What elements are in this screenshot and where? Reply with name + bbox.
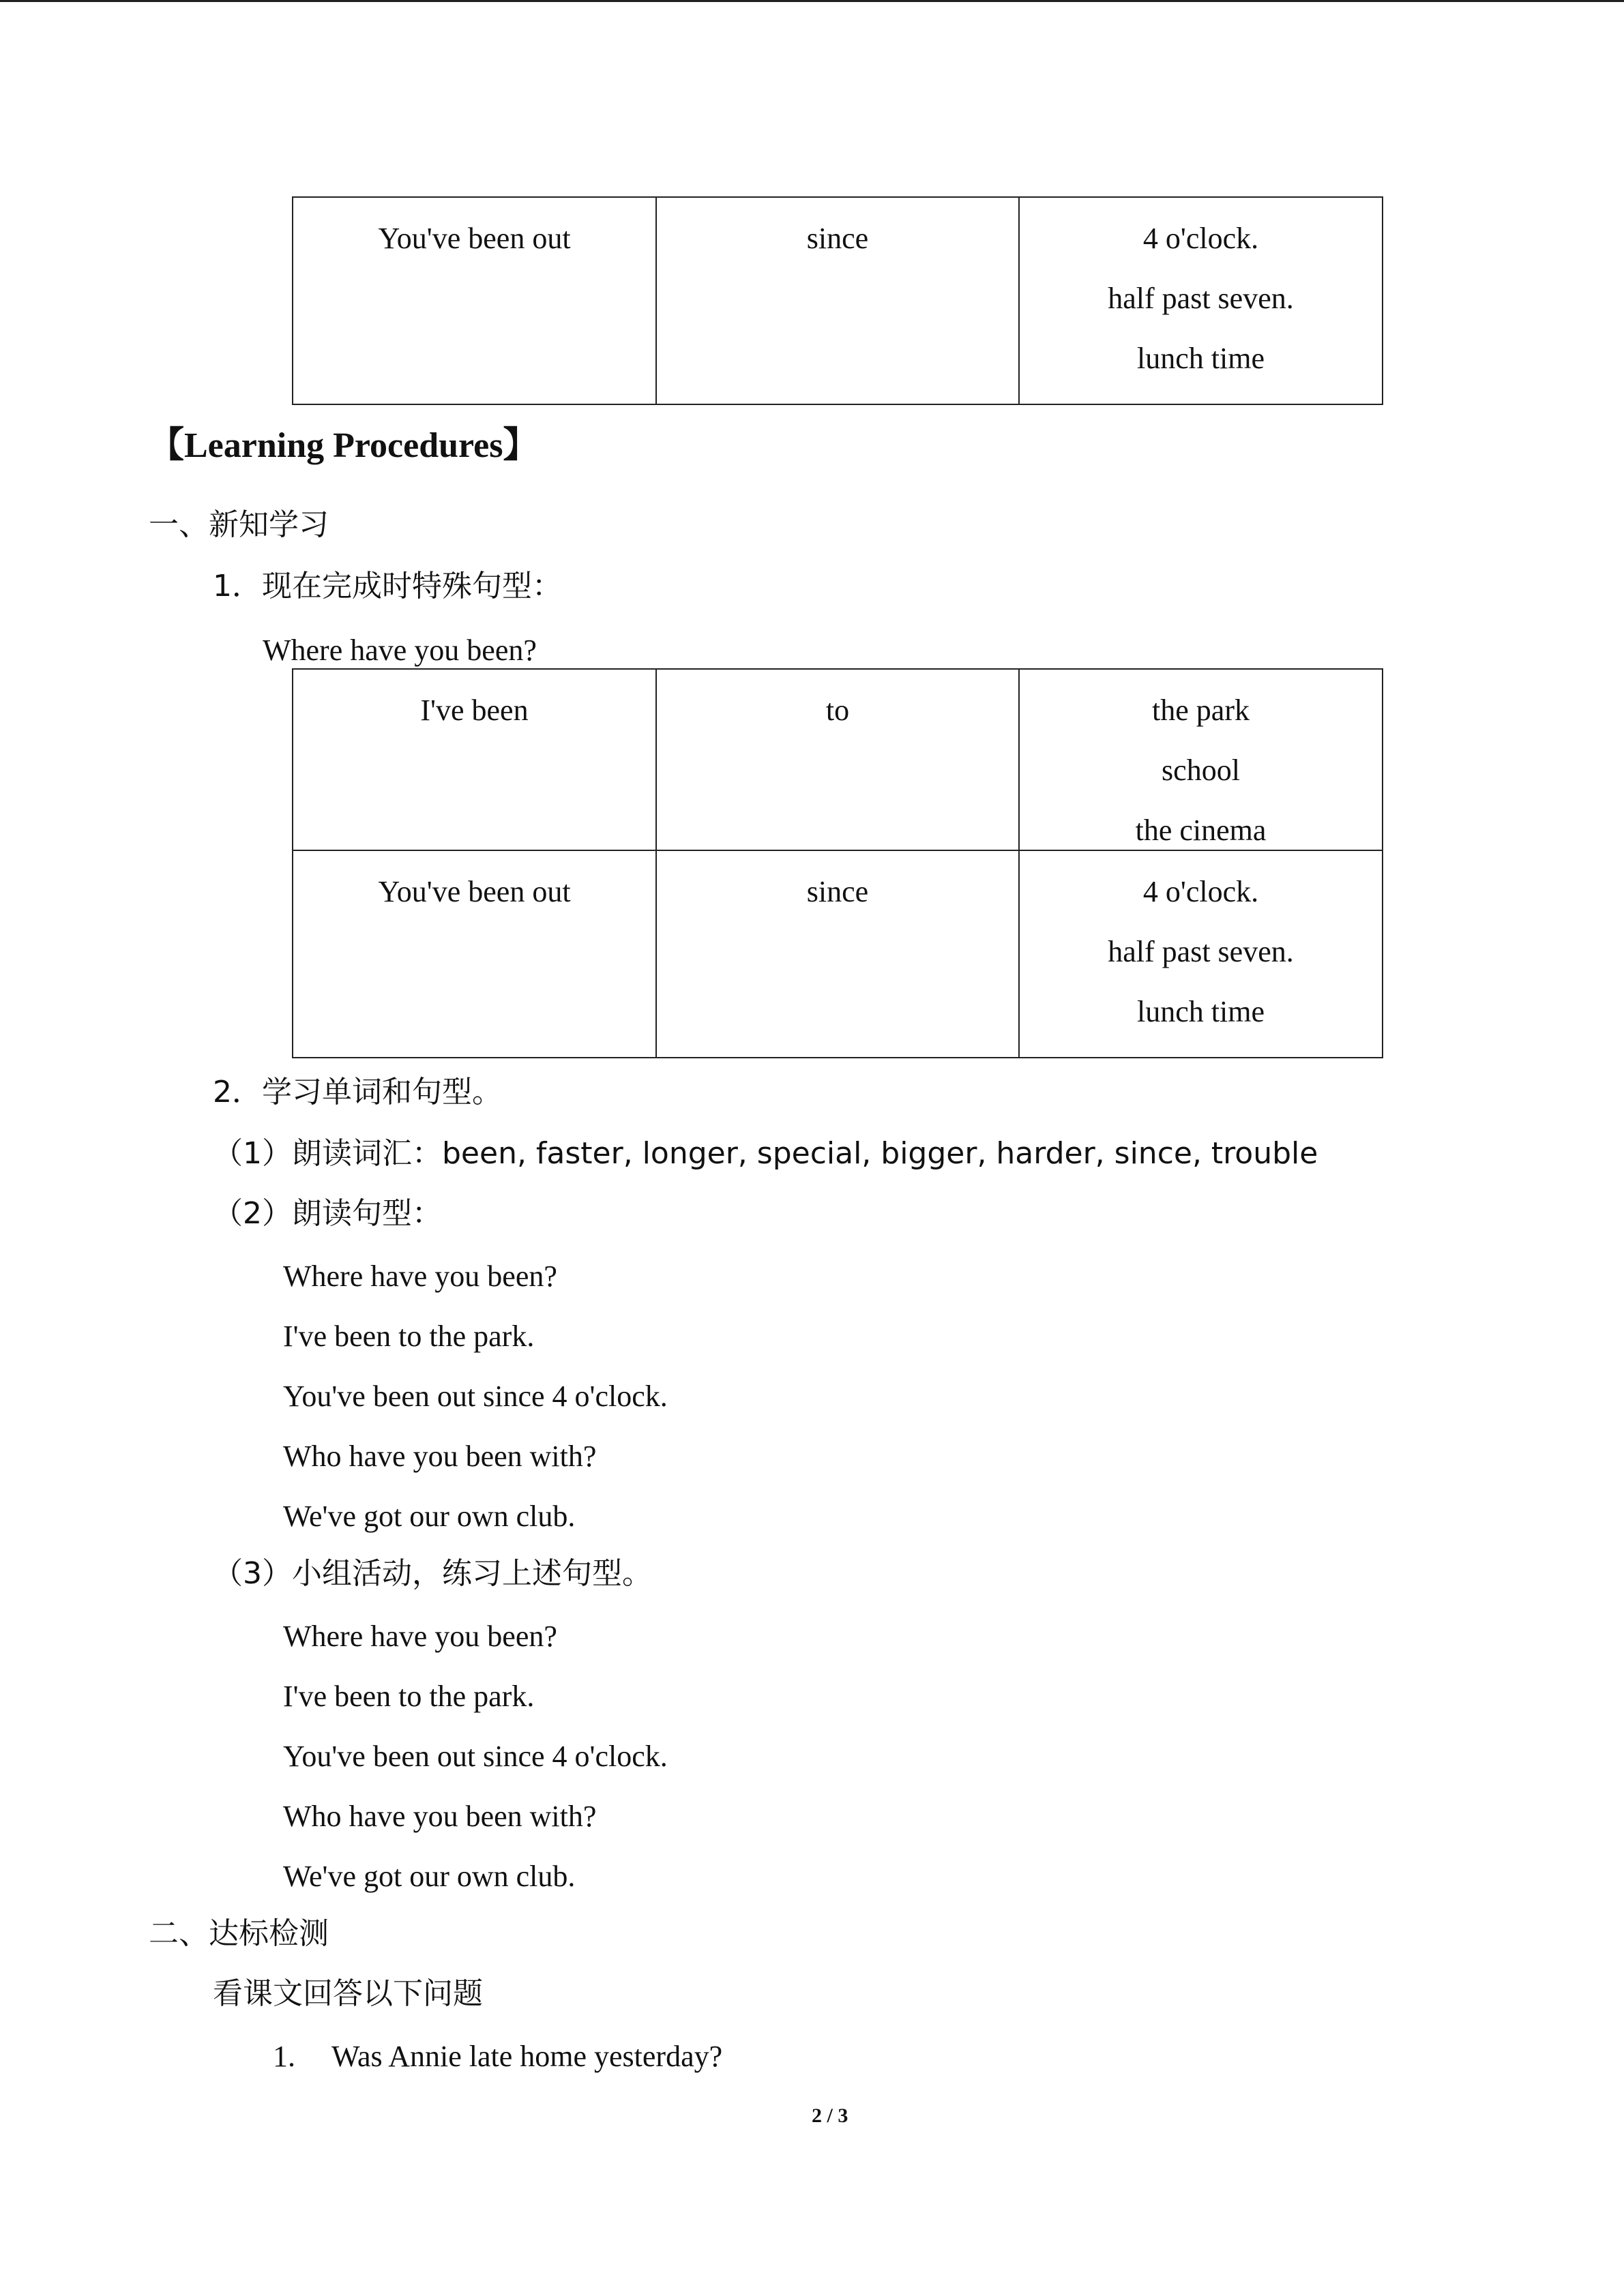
question-number: 1. [273, 2040, 295, 2073]
item2-title: 2．学习单词和句型。 [213, 1075, 502, 1109]
top-border-line [0, 0, 1624, 2]
table-row [293, 669, 1383, 850]
pattern-line: I've been to the park. [283, 1320, 535, 1353]
pattern-line: We've got our own club. [283, 1860, 576, 1893]
pattern-line: Where have you been? [283, 1259, 557, 1293]
section-heading: 【Learning Procedures】 [149, 426, 539, 465]
sub3-title: （3）小组活动，练习上述句型。 [213, 1556, 652, 1591]
example-question: Where have you been? [263, 633, 537, 667]
cell-item: half past seven. [1108, 282, 1294, 315]
cell-item: 4 o'clock. [1142, 875, 1259, 908]
page-number: 2 / 3 [812, 2104, 848, 2127]
pattern-line: Who have you been with? [283, 1800, 597, 1833]
cell-text: to [825, 694, 850, 727]
top-table [292, 196, 1383, 405]
table-cell-items [1019, 197, 1383, 404]
sentence-pattern-table [292, 668, 1383, 1058]
table-row [293, 197, 1383, 404]
pattern-line: You've been out since 4 o'clock. [283, 1740, 668, 1773]
cell-item: lunch time [1137, 342, 1265, 375]
table-cell-subject [293, 669, 656, 850]
vocab-line: （1）朗读词汇：been, faster, longer, special, bigger, harder, since, trouble [213, 1136, 1318, 1171]
cell-item: lunch time [1137, 995, 1265, 1028]
question-text: Was Annie late home yesterday? [331, 2040, 723, 2073]
table-cell-prep [656, 197, 1019, 404]
cell-item: the park [1152, 694, 1250, 727]
pattern-line: We've got our own club. [283, 1500, 576, 1533]
pattern-line: I've been to the park. [283, 1680, 535, 1713]
pattern-line: Where have you been? [283, 1620, 557, 1653]
section2-intro: 看课文回答以下问题 [213, 1976, 483, 2011]
sub2-title: （2）朗读句型： [213, 1196, 442, 1231]
cell-item: half past seven. [1108, 935, 1294, 968]
table-cell-subject [293, 850, 656, 1058]
table-cell-prep [656, 669, 1019, 850]
cell-text: You've been out [378, 875, 571, 908]
pattern-line: Who have you been with? [283, 1440, 597, 1473]
table-cell-items [1019, 850, 1383, 1058]
cell-item: school [1162, 754, 1240, 787]
cell-text: You've been out [378, 222, 571, 255]
section1-title: 一、新知学习 [149, 507, 329, 542]
table-cell-items [1019, 669, 1383, 850]
table-row [293, 850, 1383, 1058]
table-cell-prep [656, 850, 1019, 1058]
table-cell-subject [293, 197, 656, 404]
cell-text: I've been [420, 694, 529, 727]
section2-title: 二、达标检测 [149, 1916, 329, 1951]
cell-text: since [806, 875, 869, 908]
item1-title: 1．现在完成时特殊句型： [213, 569, 562, 603]
pattern-line: You've been out since 4 o'clock. [283, 1380, 668, 1413]
cell-item: the cinema [1135, 814, 1267, 847]
cell-text: since [806, 222, 869, 255]
cell-item: 4 o'clock. [1142, 222, 1259, 255]
